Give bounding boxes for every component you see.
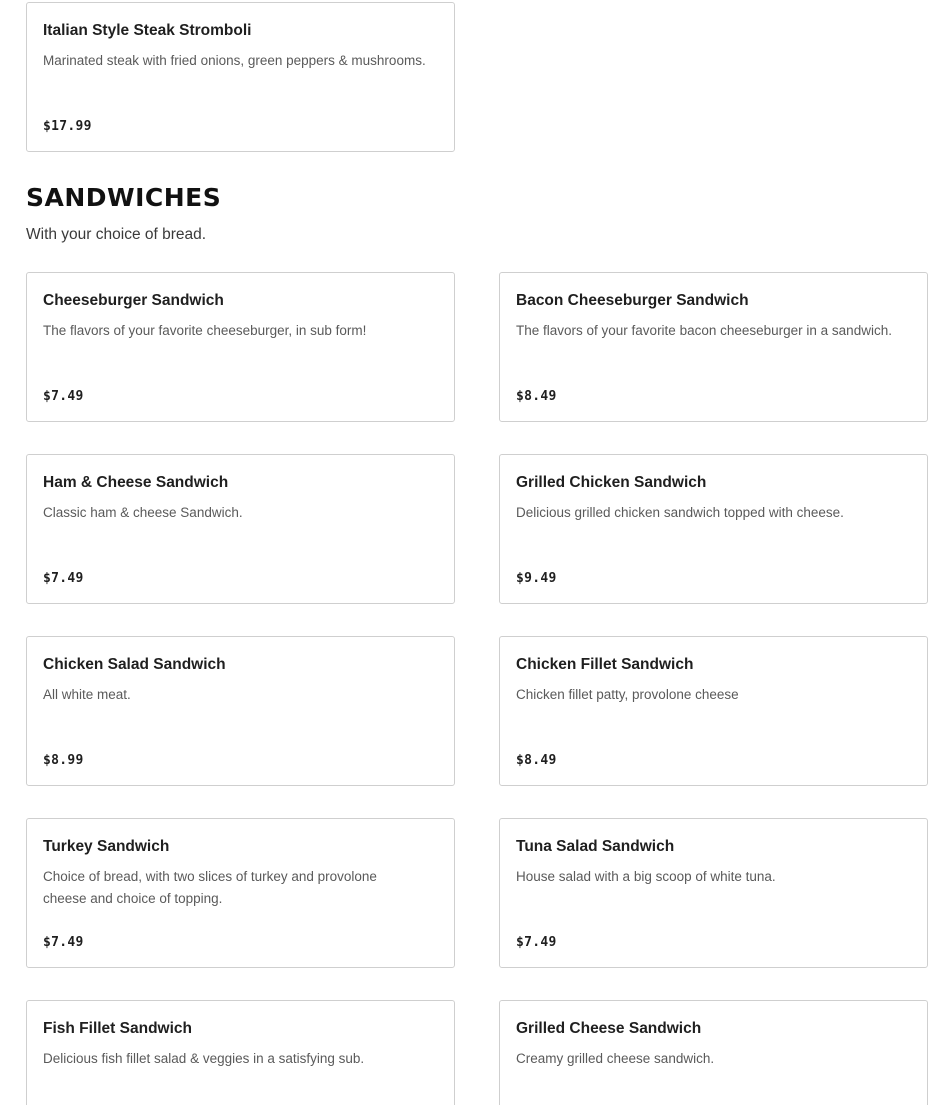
- menu-item-card[interactable]: [499, 1000, 928, 1105]
- menu-item-name: Fish Fillet Sandwich: [43, 1020, 192, 1037]
- menu-item-card[interactable]: [26, 2, 455, 152]
- menu-item-card[interactable]: [499, 454, 928, 604]
- section-title: SANDWICHES: [26, 183, 222, 212]
- menu-item-price: $7.49: [43, 935, 84, 950]
- menu-item-description: Choice of bread, with two slices of turkey and provolone cheese and choice of topping.: [43, 869, 377, 906]
- menu-item-description: Creamy grilled cheese sandwich.: [516, 1051, 715, 1066]
- menu-item-name: Chicken Salad Sandwich: [43, 656, 226, 673]
- menu-item-card[interactable]: [26, 636, 455, 786]
- menu-item-price: $7.49: [43, 571, 84, 586]
- menu-item-price: $7.49: [516, 935, 557, 950]
- menu-item-card[interactable]: [499, 636, 928, 786]
- menu-item-description: The flavors of your favorite cheeseburger, in sub form!: [43, 323, 367, 338]
- menu-item-name: Cheeseburger Sandwich: [43, 292, 224, 309]
- menu-item-price: $17.99: [43, 119, 92, 134]
- menu-item-description: Delicious fish fillet salad & veggies in a satisfying sub.: [43, 1051, 365, 1066]
- menu-item-name: Bacon Cheeseburger Sandwich: [516, 292, 749, 309]
- menu-item-description: All white meat.: [43, 687, 131, 702]
- menu-item-name: Chicken Fillet Sandwich: [516, 656, 694, 673]
- menu-item-card[interactable]: [499, 272, 928, 422]
- menu-item-card[interactable]: [26, 454, 455, 604]
- menu-item-description: Chicken fillet patty, provolone cheese: [516, 687, 739, 702]
- menu-item-price: $8.49: [516, 753, 557, 768]
- menu-item-price: $7.49: [43, 389, 84, 404]
- menu-item-name: Turkey Sandwich: [43, 838, 170, 855]
- menu-item-description: The flavors of your favorite bacon cheeseburger in a sandwich.: [516, 323, 892, 338]
- menu-item-name: Tuna Salad Sandwich: [516, 838, 675, 855]
- section-subtitle: With your choice of bread.: [26, 226, 207, 243]
- menu-item-description: Classic ham & cheese Sandwich.: [43, 505, 243, 520]
- menu-item-price: $8.99: [43, 753, 84, 768]
- menu-item-name: Grilled Cheese Sandwich: [516, 1020, 702, 1037]
- menu-item-price: $9.49: [516, 571, 557, 586]
- menu-item-description: Marinated steak with fried onions, green peppers & mushrooms.: [43, 53, 426, 68]
- menu-item-card[interactable]: [26, 1000, 455, 1105]
- menu-item-price: $8.49: [516, 389, 557, 404]
- menu-item-name: Italian Style Steak Stromboli: [43, 22, 252, 39]
- menu-item-card[interactable]: [499, 818, 928, 968]
- menu-item-description: House salad with a big scoop of white tuna.: [516, 869, 776, 884]
- menu-item-name: Ham & Cheese Sandwich: [43, 474, 229, 491]
- menu-item-card[interactable]: [26, 818, 455, 968]
- menu-item-card[interactable]: [26, 272, 455, 422]
- menu-item-description: Delicious grilled chicken sandwich topped with cheese.: [516, 505, 844, 520]
- menu-item-name: Grilled Chicken Sandwich: [516, 474, 707, 491]
